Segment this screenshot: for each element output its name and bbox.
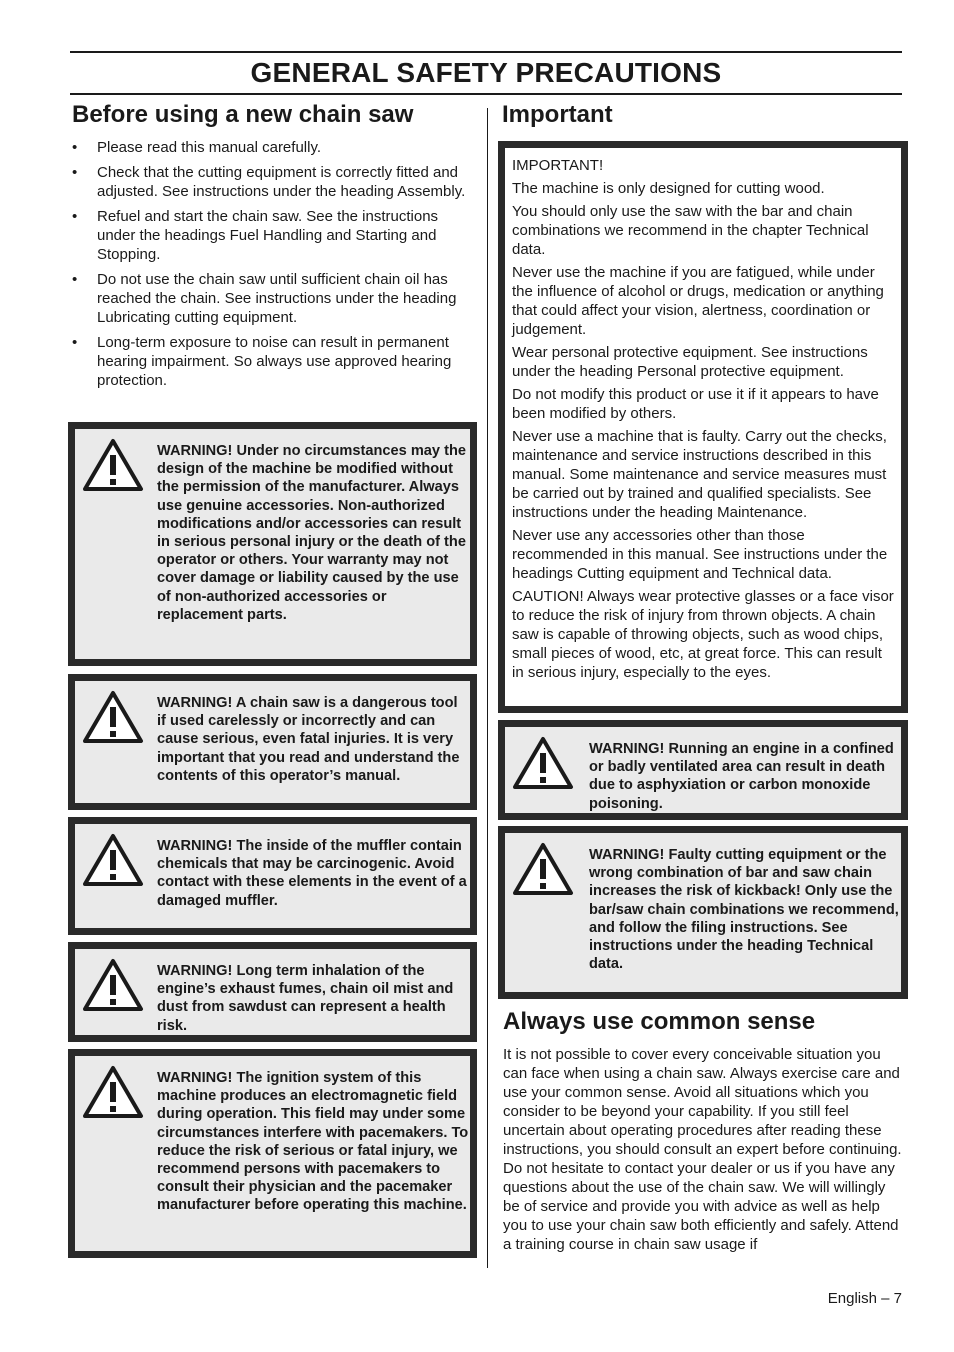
warning-text: WARNING! A chain saw is a dangerous tool if used carelessly or incorrectly and can cause serious, even fatal injuries. It is very important that you read and understand the contents of this operator’s manual. [157, 695, 460, 784]
page-footer: English – 7 [827, 1290, 902, 1307]
warning-triangle-icon [81, 689, 145, 745]
list-item: • Check that the cutting equipment is correctly fitted and adjusted. See instructions under the heading Assembly. [72, 164, 466, 200]
section-heading-important: Important [502, 101, 613, 128]
list-item: • Do not use the chain saw until sufficient chain oil has reached the chain. See instructions under the heading Lubricating cutting equipment. [72, 271, 457, 326]
column-divider [487, 108, 488, 1268]
warning-box-muffler [68, 817, 477, 935]
warning-triangle-icon [81, 832, 145, 888]
warning-triangle-icon [511, 841, 575, 897]
section-heading-before-using: Before using a new chain saw [72, 101, 414, 128]
important-paragraph: Never use any accessories other than those recommended in this manual. See instructions under the headings Cutting equipment and Technical data. [512, 527, 888, 582]
warning-box-kickback [498, 826, 908, 999]
warning-text: WARNING! Under no circumstances may the design of the machine be modified without the permission of the manufacturer. Always use genuine accessories. Non-authorized modifications and/or accessories can result in serious personal injury or the death of the operator or others. Your warranty may not cover damage or liability caused by the use of non-authorized accessories or replacement parts. [157, 443, 466, 623]
warning-text: WARNING! Long term inhalation of the engine’s exhaust fumes, chain oil mist and dust from sawdust can represent a health risk. [157, 963, 454, 1034]
warning-triangle-icon [511, 735, 575, 791]
important-paragraph: CAUTION! Always wear protective glasses or a face visor to reduce the risk of injury from thrown objects. A chain saw is capable of throwing objects, such as wood chips, small pieces of wood, etc, at great force. This can result in serious injury, especially to the eyes. [512, 588, 894, 681]
warning-box-modification [68, 422, 477, 666]
warning-box-exhaust [68, 942, 477, 1042]
important-text [512, 156, 896, 686]
warning-text: WARNING! The ignition system of this machine produces an electromagnetic field during operation. This field may under some circumstances interfere with pacemakers. To reduce the risk of serious or fatal injury, we recommend persons with pacemakers to consult their physician and the pacemaker manufacturer before operating this machine. [157, 1070, 469, 1214]
important-paragraph: Do not modify this product or use it if it appears to have been modified by others. [512, 386, 879, 422]
warning-box-dangerous-tool [68, 674, 477, 810]
important-paragraph: Wear personal protective equipment. See instructions under the heading Personal protective equipment. [512, 344, 868, 380]
warning-box-ignition [68, 1049, 477, 1258]
warning-triangle-icon [81, 437, 145, 493]
page-title: GENERAL SAFETY PRECAUTIONS [70, 51, 902, 95]
list-item: • Refuel and start the chain saw. See the instructions under the headings Fuel Handling and Starting and Stopping. [72, 208, 439, 263]
important-paragraph: IMPORTANT! [512, 157, 604, 174]
warning-triangle-icon [81, 957, 145, 1013]
important-paragraph: The machine is only designed for cutting wood. [512, 180, 825, 197]
warning-text: WARNING! The inside of the muffler contain chemicals that may be carcinogenic. Avoid contact with these elements in the event of a damaged muffler. [157, 838, 467, 909]
list-item: • Please read this manual carefully. [72, 139, 322, 156]
bullet-list [72, 138, 472, 396]
warning-triangle-icon [81, 1064, 145, 1120]
warning-box-ventilation [498, 720, 908, 820]
warning-text: WARNING! Faulty cutting equipment or the wrong combination of bar and saw chain increases the risk of kickback! Only use the bar/saw chain combinations we recommend, and follow the filing instructions. See instructions under the heading Technical data. [589, 847, 899, 973]
list-item: • Long-term exposure to noise can result in permanent hearing impairment. So always use approved hearing protection. [72, 334, 452, 389]
important-box [498, 141, 908, 713]
section-heading-common-sense: Always use common sense [503, 1008, 816, 1035]
warning-text: WARNING! Running an engine in a confined or badly ventilated area can result in death due to asphyxiation or carbon monoxide poisoning. [589, 741, 894, 812]
important-paragraph: You should only use the saw with the bar and chain combinations we recommend in the chapter Technical data. [512, 203, 869, 258]
important-paragraph: Never use the machine if you are fatigued, while under the influence of alcohol or drugs, medication or anything that could affect your vision, alertness, coordination or judgement. [512, 264, 884, 338]
important-paragraph: Never use a machine that is faulty. Carry out the checks, maintenance and service instructions described in this manual. Some maintenance and service measures must be carried out by trained and qualified specialists. See instructions under the heading Maintenance. [512, 428, 887, 521]
common-sense-text: It is not possible to cover every conceivable situation you can face when using a chain saw. Always exercise care and use your common sense. Avoid all situations which you consider to be beyond your capability. If you still feel uncertain about operating procedures after reading these instructions, you should consult an expert before continuing. Do not hesitate to contact your dealer or us if you have any questions about the use of the chain saw. We will willingly be of service and provide you with advice as well as help you to use your chain saw both efficiently and safely. Attend a training course in chain saw usage if [503, 1046, 902, 1253]
